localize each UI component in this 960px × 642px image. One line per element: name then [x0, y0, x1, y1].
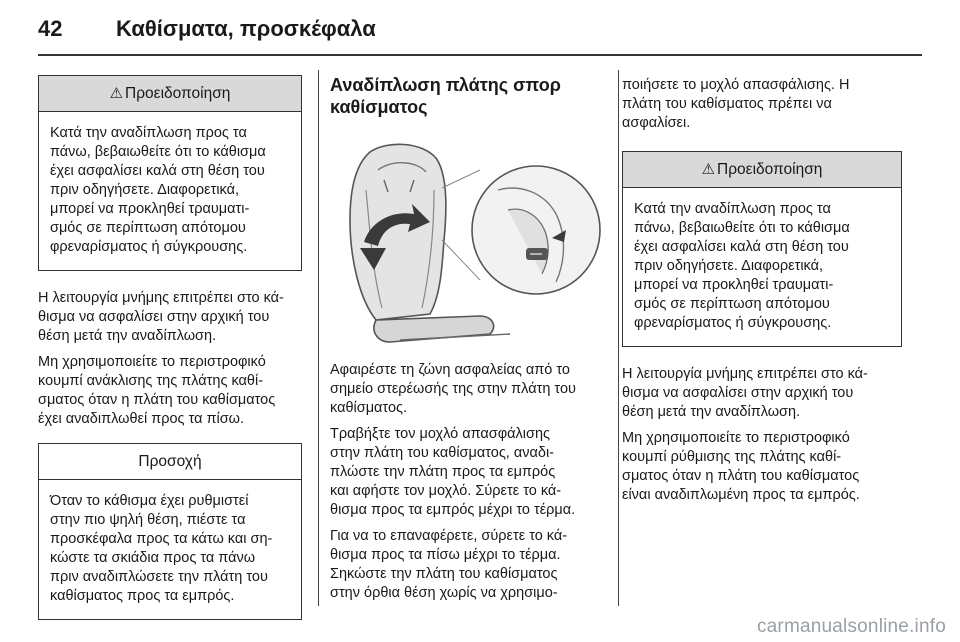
restore-continued-paragraph — [622, 76, 902, 133]
text-line: θισμα να ασφαλίσει στην αρχική του — [622, 385, 854, 401]
text-line: φρεναρίσματος ή σύγκρουσης. — [634, 315, 832, 331]
warning-box — [622, 151, 902, 347]
column-left — [38, 75, 302, 620]
text-line: θισμα να ασφαλίσει στην αρχική του — [38, 309, 270, 325]
restore-instructions-paragraph — [330, 527, 602, 603]
section-title-line: καθίσματος — [330, 97, 428, 117]
text-line: σμός σε περίπτωση απότομου — [634, 296, 830, 312]
warning-triangle-icon: ⚠ — [109, 85, 124, 102]
header-rule — [38, 54, 922, 56]
text-line: θισμα προς τα εμπρός μέχρι το τέρμα. — [330, 502, 576, 518]
text-line: κουμπί ρύθμισης της πλάτης καθί- — [622, 449, 842, 465]
text-line: και αφήστε τον μοχλό. Σύρετε το κά- — [330, 483, 562, 499]
caution-box-header — [39, 444, 301, 480]
caution-box — [38, 443, 302, 620]
caution-box-title: Προσοχή — [138, 453, 202, 470]
text-line: μπορεί να προκληθεί τραυματι- — [50, 201, 250, 217]
text-line: Μη χρησιμοποιείτε το περιστροφικό — [38, 354, 266, 370]
column-separator — [318, 70, 319, 606]
column-separator — [618, 70, 619, 606]
text-line: έχει ασφαλίσει καλά στη θέση του — [634, 239, 849, 255]
warning-box-title: Προειδοποίηση — [125, 85, 231, 102]
text-line: πάνω, βεβαιωθείτε ότι το κάθισμα — [634, 220, 850, 236]
text-line: πριν οδηγήσετε. Διαφορετικά, — [50, 182, 240, 198]
text-line: Τραβήξτε τον μοχλό απασφάλισης — [330, 426, 551, 442]
memory-function-paragraph — [38, 289, 302, 346]
text-line: είναι αναδιπλωμένη προς τα εμπρός. — [622, 487, 860, 503]
text-line: Κατά την αναδίπλωση προς τα — [634, 201, 831, 217]
text-line: σμός σε περίπτωση απότομου — [50, 220, 246, 236]
text-line: πλώστε την πλάτη προς τα εμπρός — [330, 464, 556, 480]
recline-knob-paragraph — [38, 353, 302, 429]
text-line: έχει αναδιπλωθεί προς τα πίσω. — [38, 411, 245, 427]
adjust-knob-paragraph — [622, 429, 902, 505]
text-line: έχει ασφαλίσει καλά στη θέση του — [50, 163, 265, 179]
warning-box-body — [623, 188, 901, 346]
text-line: πλάτη του καθίσματος πρέπει να — [622, 96, 832, 112]
section-title-line: Αναδίπλωση πλάτης σπορ — [330, 75, 561, 95]
text-line: θισμα προς τα πίσω μέχρι το τέρμα. — [330, 547, 561, 563]
page-number: 42 — [38, 16, 63, 41]
text-line: Κατά την αναδίπλωση προς τα — [50, 125, 247, 141]
text-line: ασφαλίσει. — [622, 115, 691, 131]
section-title — [330, 74, 602, 118]
text-line: καθίσματος. — [330, 400, 408, 416]
seat-backrest-fold-illustration — [330, 130, 602, 348]
text-line: στην πιο ψηλή θέση, πιέστε τα — [50, 512, 246, 528]
text-line: Σηκώστε την πλάτη του καθίσματος — [330, 566, 558, 582]
warning-box-header — [39, 76, 301, 112]
text-line: ποιήσετε το μοχλό απασφάλισης. Η — [622, 77, 850, 93]
fold-instructions-paragraph — [330, 425, 602, 520]
warning-box-body — [39, 112, 301, 270]
text-line: προσκέφαλα προς τα κάτω και ση- — [50, 531, 273, 547]
page-header — [38, 14, 376, 44]
text-line: σματος όταν η πλάτη του καθίσματος — [38, 392, 276, 408]
column-right — [622, 76, 902, 505]
text-line: πριν αναδιπλώσετε την πλάτη του — [50, 569, 268, 585]
text-line: θέση μετά την αναδίπλωση. — [38, 328, 217, 344]
text-line: πάνω, βεβαιωθείτε ότι το κάθισμα — [50, 144, 266, 160]
memory-function-paragraph — [622, 365, 902, 422]
text-line: κουμπί ανάκλισης της πλάτης καθί- — [38, 373, 264, 389]
text-line: στην πλάτη του καθίσματος, αναδι- — [330, 445, 554, 461]
text-line: σημείο στερέωσής της στην πλάτη του — [330, 381, 576, 397]
page-title: Καθίσματα, προσκέφαλα — [116, 16, 376, 41]
column-middle — [330, 75, 602, 603]
warning-box-header — [623, 152, 901, 188]
text-line: Όταν το κάθισμα έχει ρυθμιστεί — [50, 493, 249, 509]
warning-box — [38, 75, 302, 271]
text-line: κώστε τα σκιάδια προς τα πάνω — [50, 550, 256, 566]
text-line: στην όρθια θέση χωρίς να χρησιμο- — [330, 585, 558, 601]
text-line: πριν οδηγήσετε. Διαφορετικά, — [634, 258, 824, 274]
text-line: Για να το επαναφέρετε, σύρετε το κά- — [330, 528, 568, 544]
seatbelt-paragraph — [330, 361, 602, 418]
warning-box-title: Προειδοποίηση — [717, 161, 823, 178]
text-line: θέση μετά την αναδίπλωση. — [622, 404, 801, 420]
text-line: Η λειτουργία μνήμης επιτρέπει στο κά- — [38, 290, 284, 306]
caution-box-body — [39, 480, 301, 619]
warning-triangle-icon: ⚠ — [701, 161, 716, 178]
text-line: Μη χρησιμοποιείτε το περιστροφικό — [622, 430, 850, 446]
text-line: σματος όταν η πλάτη του καθίσματος — [622, 468, 860, 484]
text-line: Η λειτουργία μνήμης επιτρέπει στο κά- — [622, 366, 868, 382]
text-line: μπορεί να προκληθεί τραυματι- — [634, 277, 834, 293]
text-line: καθίσματος προς τα εμπρός. — [50, 588, 235, 604]
text-line: Αφαιρέστε τη ζώνη ασφαλείας από το — [330, 362, 570, 378]
watermark: carmanualsonline.info — [756, 616, 946, 637]
text-line: φρεναρίσματος ή σύγκρουσης. — [50, 239, 248, 255]
